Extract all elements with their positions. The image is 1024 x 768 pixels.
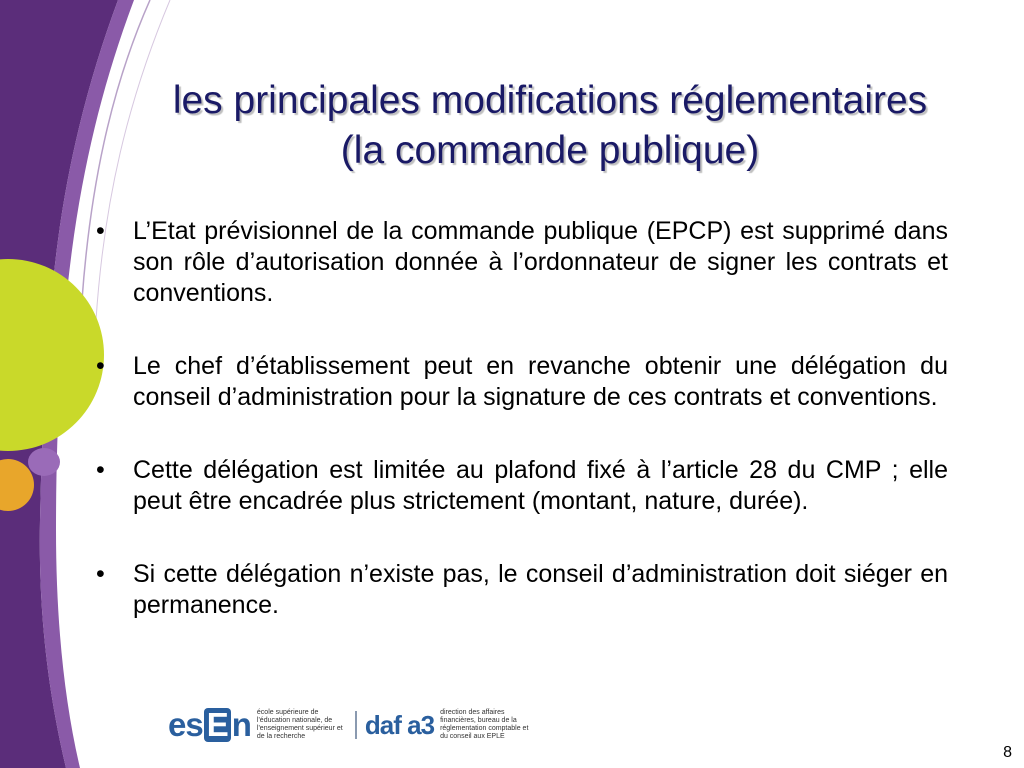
bullet-text: L’Etat prévisionnel de la commande publique (EPCP) est supprimé dans son rôle d’autorisation donnée à l’ordonnateur de signer les contrats et conventions. — [133, 217, 948, 307]
bullet-marker: • — [96, 352, 105, 380]
lime-circle — [0, 259, 104, 451]
daf-logo: daf a3 — [364, 709, 435, 740]
slide-title — [60, 76, 1024, 176]
bullet-text: Le chef d’établissement peut en revanche obtenir une délégation du conseil d’administration pour la signature de ces contrats et conventions. — [133, 352, 948, 411]
footer-logos — [168, 705, 532, 745]
logo-separator — [355, 711, 357, 739]
bullet-item — [96, 216, 948, 309]
purple-dot — [28, 448, 60, 476]
bullet-marker: • — [96, 560, 105, 588]
page-number: 8 — [1003, 744, 1012, 761]
bullet-marker: • — [96, 456, 105, 484]
esen-logo — [168, 706, 251, 744]
slide-title-line2: (la commande publique) — [340, 129, 760, 172]
esen-logo-caption: école supérieure de l'éducation nationale, de l'enseignement supérieur et de la recherche — [256, 709, 343, 740]
bullet-text: Si cette délégation n’existe pas, le conseil d’administration doit siéger en permanence. — [133, 560, 948, 619]
slide-title-line1: les principales modifications réglementaires — [172, 79, 928, 122]
bullet-item — [96, 455, 948, 517]
bullet-list — [96, 216, 948, 663]
esen-logo-part1: es — [168, 706, 203, 743]
bullet-item — [96, 351, 948, 413]
daf-logo-caption: direction des affaires financières, bureau de la réglementation comptable et du conseil aux EPLE — [440, 709, 529, 740]
esen-logo-part2: E — [204, 708, 231, 742]
esen-logo-part3: n — [231, 706, 251, 743]
bullet-marker: • — [96, 217, 105, 245]
bullet-item — [96, 559, 948, 621]
bullet-text: Cette délégation est limitée au plafond fixé à l’article 28 du CMP ; elle peut être encadrée plus strictement (montant, nature, durée). — [133, 456, 948, 515]
